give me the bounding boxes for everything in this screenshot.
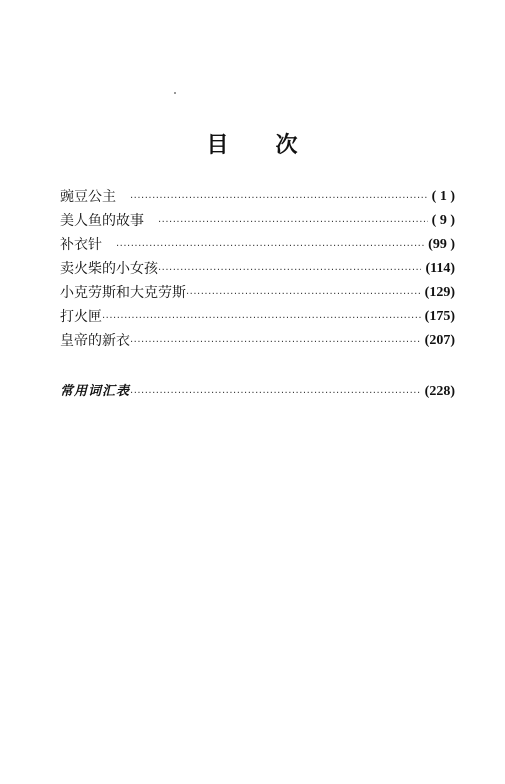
toc-entry-title: 美人鱼的故事 [60,213,144,229]
toc-entry-title: 豌豆公主 [60,189,116,205]
toc-entry-page: ( 9 ) [431,213,455,228]
toc-entry[interactable] [60,257,455,281]
dot-leader [130,187,428,211]
scan-speck [174,92,176,94]
toc-entry-page: (99 ) [428,237,455,252]
page-title [0,128,505,159]
toc-entry-page: (114) [425,261,455,276]
toc-entry-title: 小克劳斯和大克劳斯 [60,285,186,301]
toc-entry[interactable] [60,305,455,329]
appendix-section [60,380,455,404]
toc-entry-glossary[interactable] [60,380,455,404]
toc-entry[interactable] [60,233,455,257]
toc-entry-title: 卖火柴的小女孩 [60,261,158,277]
toc-entry-title: 打火匣 [60,309,102,325]
glossary-title: 常用词汇表 [60,384,131,399]
toc-entry-page: (175) [424,309,455,324]
dot-leader [158,211,428,235]
dot-leader [158,259,421,283]
toc-entry-title: 皇帝的新衣 [60,333,130,349]
title-char-left: 目 [206,133,230,158]
toc-entry-page: ( 1 ) [431,189,455,204]
dot-leader [130,382,421,406]
toc-entry[interactable] [60,209,455,233]
toc-entry[interactable] [60,281,455,305]
toc-entry-page: (129) [424,285,455,300]
title-char-right: 次 [275,133,299,158]
dot-leader [130,331,421,355]
table-of-contents [60,185,455,353]
toc-entry[interactable] [60,329,455,353]
glossary-page: (228) [424,384,455,399]
dot-leader [116,235,424,259]
toc-entry[interactable] [60,185,455,209]
dot-leader [186,283,421,307]
toc-entry-title: 补衣针 [60,237,102,253]
dot-leader [102,307,421,331]
toc-entry-page: (207) [424,333,455,348]
